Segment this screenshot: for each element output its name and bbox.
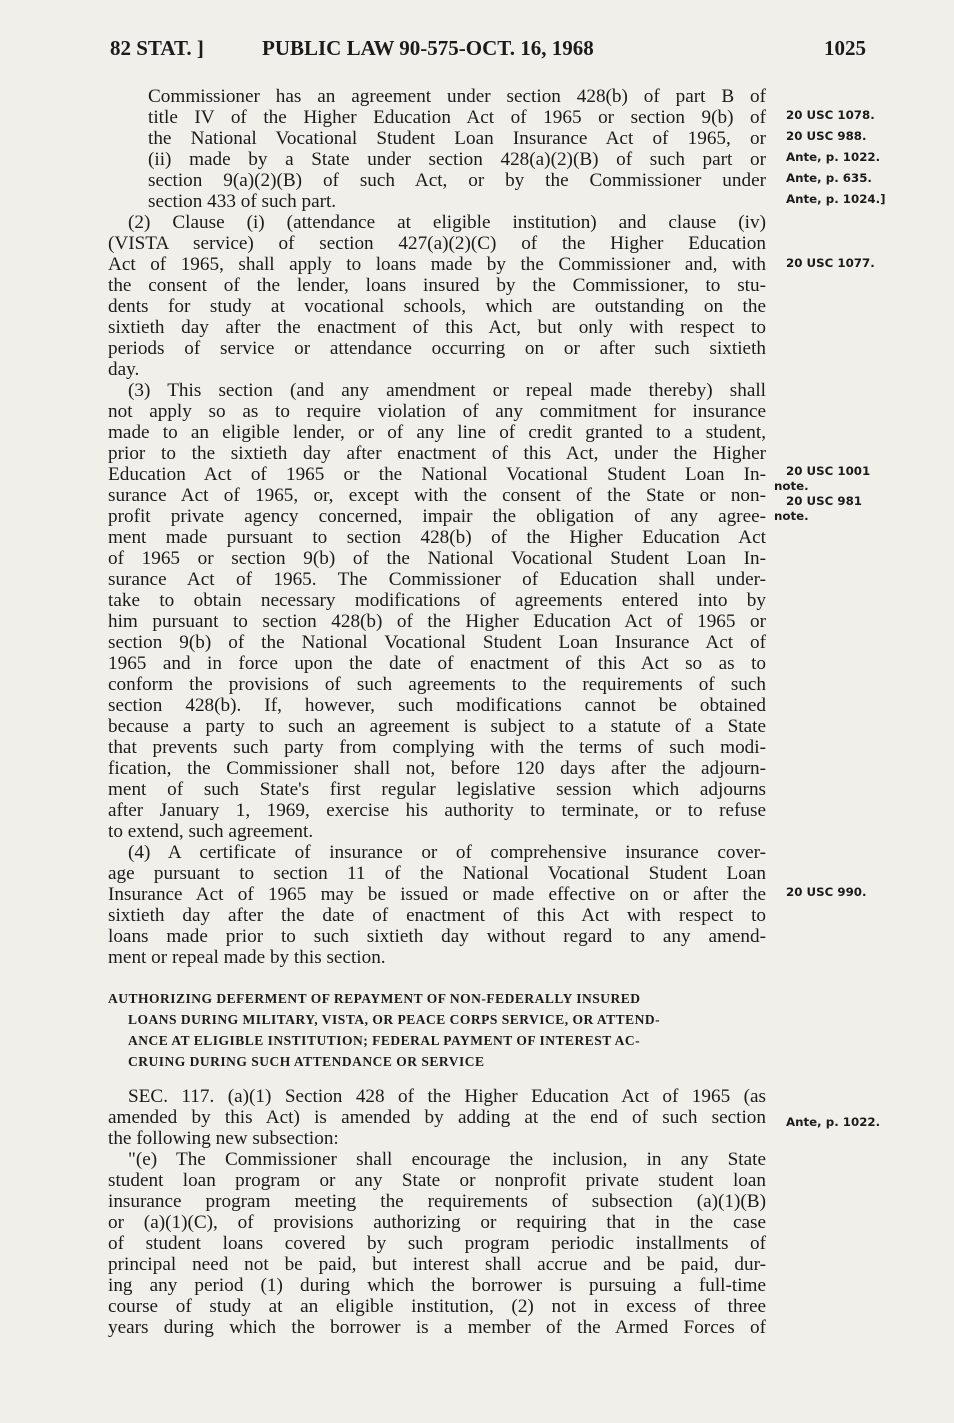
text-line: years during which the borrower is a member of the Armed Forces of bbox=[108, 1317, 766, 1338]
text-line: (VISTA service) of section 427(a)(2)(C) of the Higher Education bbox=[108, 233, 766, 254]
margin-note: Ante, p. 1024.] bbox=[786, 192, 886, 206]
margin-note: Ante, p. 1022. bbox=[786, 1115, 881, 1129]
text-line: profit private agency concerned, impair the obligation of any agree- bbox=[108, 506, 766, 527]
text-line: prior to the sixtieth day after enactment of this Act, under the Higher bbox=[108, 443, 766, 464]
text-line: because a party to such an agreement is subject to a statute of a State bbox=[108, 716, 766, 737]
text-line: (2) Clause (i) (attendance at eligible institution) and clause (iv) bbox=[128, 212, 766, 233]
text-line: (ii) made by a State under section 428(a)(2)(B) of such part or bbox=[148, 149, 766, 170]
margin-note: note. bbox=[774, 509, 809, 523]
text-line: surance Act of 1965. The Commissioner of Education shall under- bbox=[108, 569, 766, 590]
margin-note: Ante, p. 1022. bbox=[786, 150, 881, 164]
text-line: loans made prior to such sixtieth day without regard to any amend- bbox=[108, 926, 766, 947]
margin-note: Ante, p. 635. bbox=[786, 171, 872, 185]
text-line: him pursuant to section 428(b) of the Higher Education Act of 1965 or bbox=[108, 611, 766, 632]
text-line: student loan program or any State or nonprofit private student loan bbox=[108, 1170, 766, 1191]
text-line: principal need not be paid, but interest shall accrue and be paid, dur- bbox=[108, 1254, 766, 1275]
header-stat-reference: 82 STAT. ] bbox=[110, 36, 204, 60]
section-heading: CRUING DURING SUCH ATTENDANCE OR SERVICE bbox=[128, 1054, 485, 1069]
text-line: ment made pursuant to section 428(b) of the Higher Education Act bbox=[108, 527, 766, 548]
text-line: of student loans covered by such program periodic installments of bbox=[108, 1233, 766, 1254]
text-line: (3) This section (and any amendment or repeal made thereby) shall bbox=[128, 380, 766, 401]
spacer bbox=[108, 1072, 766, 1086]
text-line: dents for study at vocational schools, which are outstanding on the bbox=[108, 296, 766, 317]
text-line: not apply so as to require violation of any commitment for insurance bbox=[108, 401, 766, 422]
text-line: the consent of the lender, loans insured by the Commissioner, to stu- bbox=[108, 275, 766, 296]
spacer bbox=[108, 968, 766, 988]
text-line: insurance program meeting the requirements of subsection (a)(1)(B) bbox=[108, 1191, 766, 1212]
header-page-number: 1025 bbox=[824, 36, 866, 60]
text-line: or (a)(1)(C), of provisions authorizing or requiring that in the case bbox=[108, 1212, 766, 1233]
text-line: section 428(b). If, however, such modifications cannot be obtained bbox=[108, 695, 766, 716]
margin-note: 20 USC 988. bbox=[786, 129, 867, 143]
body-text bbox=[108, 86, 766, 1338]
text-line: Insurance Act of 1965 may be issued or made effective on or after the bbox=[108, 884, 766, 905]
text-line: the National Vocational Student Loan Insurance Act of 1965, or bbox=[148, 128, 766, 149]
text-line: surance Act of 1965, or, except with the consent of the State or non- bbox=[108, 485, 766, 506]
text-line: day. bbox=[108, 359, 140, 380]
margin-note: 20 USC 990. bbox=[786, 885, 867, 899]
text-line: that prevents such party from complying with the terms of such modi- bbox=[108, 737, 766, 758]
text-line: "(e) The Commissioner shall encourage the inclusion, in any State bbox=[128, 1149, 766, 1170]
text-line: section 9(b) of the National Vocational Student Loan Insurance Act of bbox=[108, 632, 766, 653]
margin-note: 20 USC 1077. bbox=[786, 256, 875, 270]
text-line: periods of service or attendance occurring on or after such sixtieth bbox=[108, 338, 766, 359]
text-line: of 1965 or section 9(b) of the National Vocational Student Loan In- bbox=[108, 548, 766, 569]
text-line: after January 1, 1969, exercise his authority to terminate, or to refuse bbox=[108, 800, 766, 821]
text-line: ing any period (1) during which the borrower is pursuing a full-time bbox=[108, 1275, 766, 1296]
text-line: age pursuant to section 11 of the National Vocational Student Loan bbox=[108, 863, 766, 884]
margin-note: 20 USC 1078. bbox=[786, 108, 875, 122]
text-line: section 433 of such part. bbox=[148, 191, 337, 212]
text-line: take to obtain necessary modifications of agreements entered into by bbox=[108, 590, 766, 611]
text-line: amended by this Act) is amended by adding at the end of such section bbox=[108, 1107, 766, 1128]
margin-note: 20 USC 1001 bbox=[786, 464, 871, 478]
section-heading: LOANS DURING MILITARY, VISTA, OR PEACE CORPS SERVICE, OR ATTEND- bbox=[128, 1012, 661, 1027]
text-line: sixtieth day after the enactment of this Act, but only with respect to bbox=[108, 317, 766, 338]
text-line: (4) A certificate of insurance or of comprehensive insurance cover- bbox=[128, 842, 766, 863]
section-heading: ANCE AT ELIGIBLE INSTITUTION; FEDERAL PAYMENT OF INTEREST AC- bbox=[128, 1033, 641, 1048]
text-line: made to an eligible lender, or of any line of credit granted to a student, bbox=[108, 422, 766, 443]
text-line: the following new subsection: bbox=[108, 1128, 339, 1149]
text-line: SEC. 117. (a)(1) Section 428 of the Higher Education Act of 1965 (as bbox=[128, 1086, 766, 1107]
text-line: sixtieth day after the date of enactment of this Act with respect to bbox=[108, 905, 766, 926]
text-line: fication, the Commissioner shall not, before 120 days after the adjourn- bbox=[108, 758, 766, 779]
text-line: section 9(a)(2)(B) of such Act, or by the Commissioner under bbox=[148, 170, 766, 191]
text-line: Education Act of 1965 or the National Vocational Student Loan In- bbox=[108, 464, 766, 485]
margin-note: note. bbox=[774, 479, 809, 493]
text-line: ment or repeal made by this section. bbox=[108, 947, 386, 968]
header-law-title: PUBLIC LAW 90-575-OCT. 16, 1968 bbox=[262, 36, 594, 60]
text-line: title IV of the Higher Education Act of 1965 or section 9(b) of bbox=[148, 107, 766, 128]
text-line: 1965 and in force upon the date of enactment of this Act so as to bbox=[108, 653, 766, 674]
text-line: to extend, such agreement. bbox=[108, 821, 314, 842]
text-line: ment of such State's first regular legislative session which adjourns bbox=[108, 779, 766, 800]
section-heading: AUTHORIZING DEFERMENT OF REPAYMENT OF NON-FEDERALLY INSURED bbox=[108, 991, 641, 1006]
text-line: Act of 1965, shall apply to loans made by the Commissioner and, with bbox=[108, 254, 766, 275]
text-line: course of study at an eligible institution, (2) not in excess of three bbox=[108, 1296, 766, 1317]
text-line: conform the provisions of such agreements to the requirements of such bbox=[108, 674, 766, 695]
margin-note: 20 USC 981 bbox=[786, 494, 862, 508]
text-line: Commissioner has an agreement under section 428(b) of part B of bbox=[148, 86, 766, 107]
